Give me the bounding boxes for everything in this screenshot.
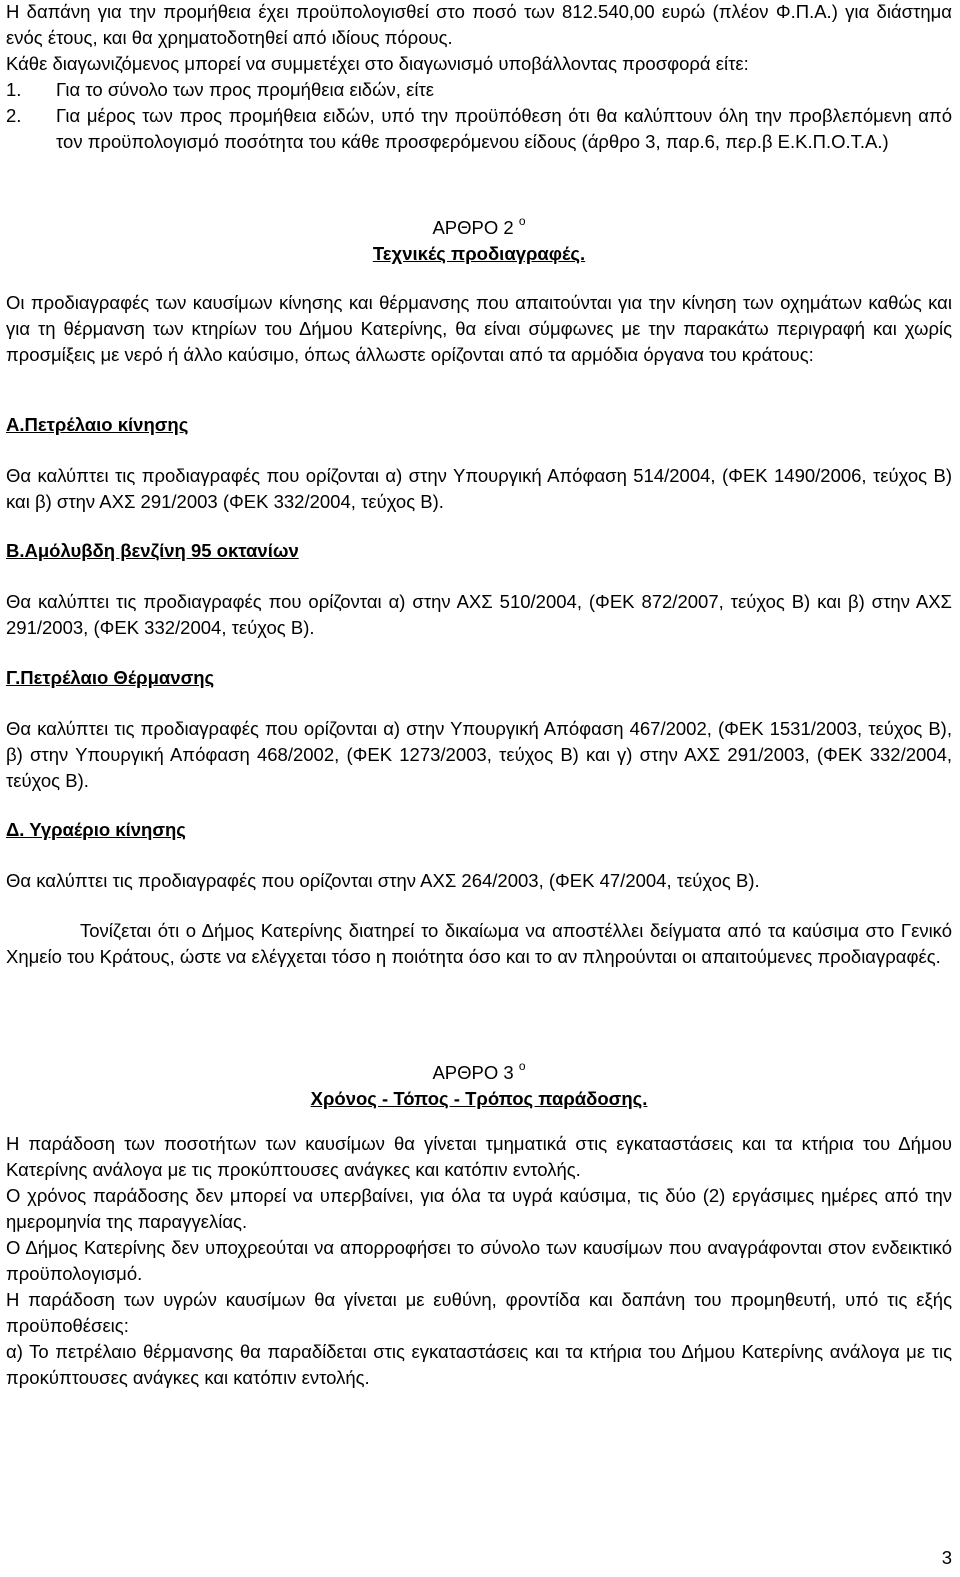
article3-subtitle: Χρόνος - Τόπος - Τρόπος παράδοσης. (310, 1088, 648, 1109)
article3-paragraph: Ο χρόνος παράδοσης δεν μπορεί να υπερβαίνει, για όλα τα υγρά καύσιμα, τις δύο (2) εργάσιμες ημέρες από την ημερομηνία της παραγγελίας. (6, 1185, 952, 1232)
intro-budget-text: Η δαπάνη για την προμήθεια έχει προϋπολογισθεί στο ποσό των 812.540,00 ευρώ (πλέον Φ.Π.Α.) για διάστημα ενός έτους, και θα χρηματοδοτηθεί από ιδίους πόρους. (6, 1, 952, 48)
article3-paragraph: Η παράδοση των υγρών καυσίμων θα γίνεται με ευθύνη, φροντίδα και δαπάνη του προμηθευτή, υπό τις εξής προϋποθέσεις: (6, 1289, 952, 1336)
list-item (6, 77, 952, 103)
article2-intro: Οι προδιαγραφές των καυσίμων κίνησης και θέρμανσης που απαιτούνται για την κίνηση των οχημάτων καθώς και για τη θέρμανση των κτηρίων του Δήμου Κατερίνης, θα είναι σύμφωνες με την παρακάτω περιγραφή και χωρίς προσμίξεις με νερό ή άλλο καύσιμο, όπως άλλωστε ορίζονται από τα αρμόδια όργανα του κράτους: (6, 292, 952, 365)
article2-closing: Τονίζεται ότι ο Δήμος Κατερίνης διατηρεί το δικαίωμα να αποστέλλει δείγματα από τα καύσιμα στο Γενικό Χημείο του Κράτους, ώστε να ελέγχεται τόσο η ποιότητα όσο και το αν πληρούνται οι απαιτούμενες προδιαγραφές. (6, 920, 952, 967)
section-title-b: Β.Αμόλυβδη βενζίνη 95 οκτανίων (6, 540, 299, 561)
list-item-text: Για το σύνολο των προς προμήθεια ειδών, είτε (56, 79, 434, 100)
list-item (6, 103, 952, 155)
section-title-d: Δ. Υγραέριο κίνησης (6, 819, 186, 840)
article3-heading (6, 1053, 952, 1112)
list-item-text: Για μέρος των προς προμήθεια ειδών, υπό την προϋπόθεση ότι θα καλύπτουν όλη την προβλεπόμενη από τον προϋπολογισμό ποσότητα του κάθε προσφερόμενου είδους (άρθρο 3, παρ.6, περ.β Ε.Κ.Π.Ο.Τ.Α.) (56, 105, 952, 152)
section-title-c: Γ.Πετρέλαιο Θέρμανσης (6, 667, 215, 688)
article3-ordinal: ο (518, 1059, 526, 1073)
section-text-b: Θα καλύπτει τις προδιαγραφές που ορίζονται α) στην ΑΧΣ 510/2004, (ΦΕΚ 872/2007, τεύχος Β) και β) στην ΑΧΣ 291/2003, (ΦΕΚ 332/2004, τεύχος Β). (6, 591, 952, 638)
article2-heading (6, 208, 952, 267)
section-text-a: Θα καλύπτει τις προδιαγραφές που ορίζονται α) στην Υπουργική Απόφαση 514/2004, (ΦΕΚ 1490/2006, τεύχος Β) και β) στην ΑΧΣ 291/2003 (ΦΕΚ 332/2004, τεύχος Β). (6, 465, 952, 512)
list-item-number: 1. (6, 79, 22, 100)
section-text-d: Θα καλύπτει τις προδιαγραφές που ορίζονται στην ΑΧΣ 264/2003, (ΦΕΚ 47/2004, τεύχος Β). (6, 870, 760, 891)
section-title-a: Α.Πετρέλαιο κίνησης (6, 414, 189, 435)
article3-title: ΑΡΘΡΟ 3 (432, 1062, 514, 1083)
list-item-number: 2. (6, 105, 22, 126)
article3-paragraph: Ο Δήμος Κατερίνης δεν υποχρεούται να απορροφήσει το σύνολο των καυσίμων που αναγράφονται στον ενδεικτικό προϋπολογισμό. (6, 1237, 952, 1284)
article3-paragraph: α) Το πετρέλαιο θέρμανσης θα παραδίδεται στις εγκαταστάσεις και τα κτήρια του Δήμου Κατερίνης ανάλογα με τις προκύπτουσες ανάγκες και κατόπιν εντολής. (6, 1341, 952, 1388)
article3-body (6, 1131, 952, 1391)
article2-subtitle: Τεχνικές προδιαγραφές. (372, 243, 586, 264)
intro-block (6, 0, 952, 155)
article3-paragraph: Η παράδοση των ποσοτήτων των καυσίμων θα γίνεται τμηματικά στις εγκαταστάσεις και τα κτήρια του Δήμου Κατερίνης ανάλογα με τις προκύπτουσες ανάγκες και κατόπιν εντολής. (6, 1133, 952, 1180)
article2-ordinal: ο (518, 214, 526, 228)
section-text-c: Θα καλύπτει τις προδιαγραφές που ορίζονται α) στην Υπουργική Απόφαση 467/2002, (ΦΕΚ 1531/2003, τεύχος Β), β) στην Υπουργική Απόφαση 468/2002, (ΦΕΚ 1273/2003, τεύχος Β) και γ) στην ΑΧΣ 291/2003, (ΦΕΚ 332/2004, τεύχος Β). (6, 718, 952, 791)
page-number: 3 (941, 1547, 952, 1568)
intro-offer-text: Κάθε διαγωνιζόμενος μπορεί να συμμετέχει στο διαγωνισμό υποβάλλοντας προσφορά είτε: (6, 53, 749, 74)
article2-title: ΑΡΘΡΟ 2 (432, 217, 514, 238)
